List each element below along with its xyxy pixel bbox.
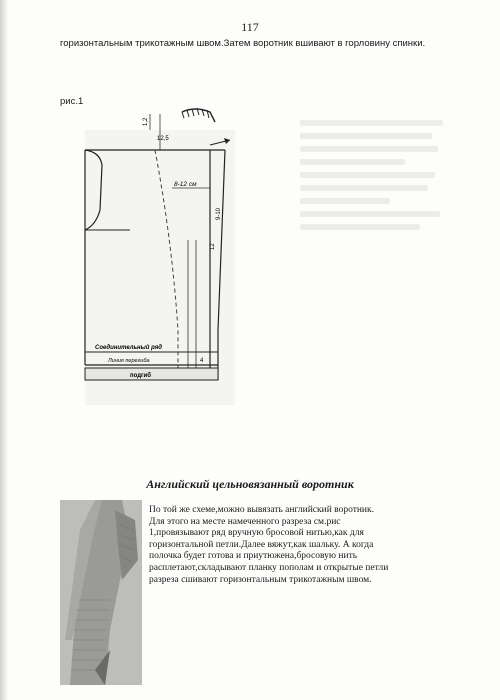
- collar-photo: [60, 500, 142, 685]
- dim-label-2: 12,5: [157, 136, 169, 142]
- hem-band: [85, 368, 218, 380]
- section-title: Английский цельновязанный воротник: [146, 477, 354, 491]
- bleed-through-text: [300, 120, 450, 440]
- knitted-collar-image: [60, 500, 142, 685]
- dim-label-3: 8-12 см: [174, 181, 197, 188]
- dim-label-5: 12: [210, 243, 216, 250]
- body-line: полочка будет готова и приутюжена,бросовую нить: [149, 551, 358, 562]
- figure-label: рис.1: [60, 96, 84, 107]
- page-edge-shadow: [0, 0, 8, 700]
- join-row-label: Соединительный ряд: [95, 345, 163, 351]
- section-body: [149, 505, 449, 586]
- hem-label: подгиб: [130, 373, 151, 379]
- body-line: расплетают,складывают планку пополам и открытые петли: [149, 562, 389, 573]
- body-line: разреза сшивают горизонтальным трикотажным швом.: [149, 574, 372, 585]
- dim-label-4: 9-10: [216, 207, 222, 220]
- collar-pattern-diagram: [60, 90, 245, 410]
- dim-label-1: 1,2: [143, 117, 149, 126]
- dim-label-6: 4: [200, 358, 204, 364]
- intro-paragraph: горизонтальным трикотажным швом.Затем воротник вшивают в горловину спинки.: [60, 38, 426, 49]
- fold-line-label: Линия перегиба: [108, 358, 150, 364]
- body-line: По той же схеме,можно вывязать английский воротник.: [149, 505, 375, 515]
- page-number: 117: [241, 20, 259, 34]
- body-line: 1,провязывают ряд вручную бросовой нитью,как для: [149, 528, 364, 539]
- pattern-drawing: [60, 90, 245, 410]
- body-line: горизонтальной петли.Далее вяжут,как шальку. А когда: [149, 539, 374, 550]
- body-line: Для этого на месте намеченного разреза см.рис: [149, 516, 341, 527]
